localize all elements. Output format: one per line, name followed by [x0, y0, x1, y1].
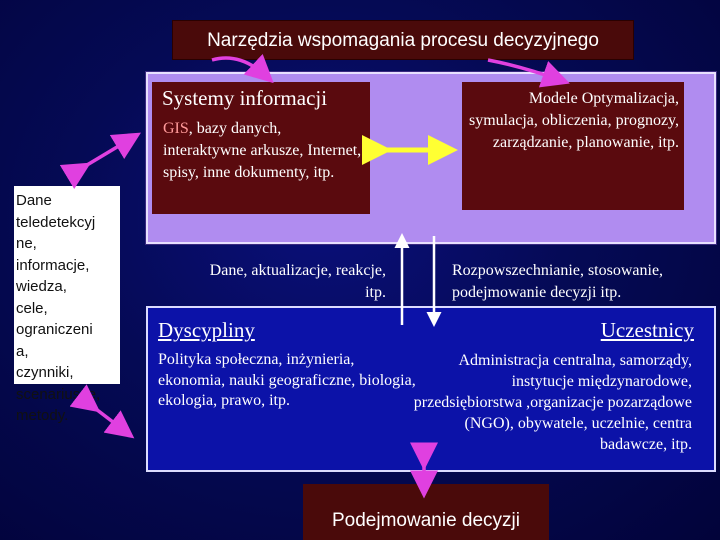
information-systems-heading: Systemy informacji: [162, 86, 328, 110]
dissemination-line-2: podejmowanie decyzji itp.: [452, 284, 622, 301]
inputs-to-bottom-panel-arrow: [92, 406, 126, 432]
inputs-to-top-panel-arrow: [82, 138, 132, 168]
models-description: Modele Optymalizacja, symulacja, obliczenia, prognozy, zarządzanie, planowanie, itp.: [469, 90, 679, 151]
participants-description: Administracja centralna, samorządy, instytucje międzynarodowe, przedsiębiorstwa ,organizacje pozarządowe (NGO), obywatele, uczelnie, centra badawcze, itp.: [413, 352, 692, 453]
title-to-systems-arrow: [212, 58, 266, 76]
title-to-models-arrow: [488, 60, 560, 80]
dissemination-line-1: Rozpowszechnianie, stosowanie,: [452, 262, 664, 279]
information-systems-text: , bazy danych, interaktywne arkusze, Internet, spisy, inne dokumenty, itp.: [163, 120, 362, 181]
disciplines-description: Polityka społeczna, inżynieria, ekonomia, nauki geograficzne, biologia, ekologia, prawo, itp.: [158, 351, 416, 409]
feedback-label: Dane, aktualizacje, reakcje, itp.: [209, 262, 386, 301]
gis-highlight: GIS: [163, 120, 189, 137]
decision-making-box: Podejmowanie decyzji: [303, 484, 549, 540]
data-inputs-text: Dane teledetekcyj ne, informacje, wiedza, cele, ograniczeni a, czynniki, scenariusze, metody.: [16, 192, 101, 424]
disciplines-heading: Dyscypliny: [158, 318, 255, 342]
participants-heading: Uczestnicy: [600, 318, 694, 342]
diagram-title: Narzędzia wspomagania procesu decyzyjnego: [172, 20, 634, 60]
